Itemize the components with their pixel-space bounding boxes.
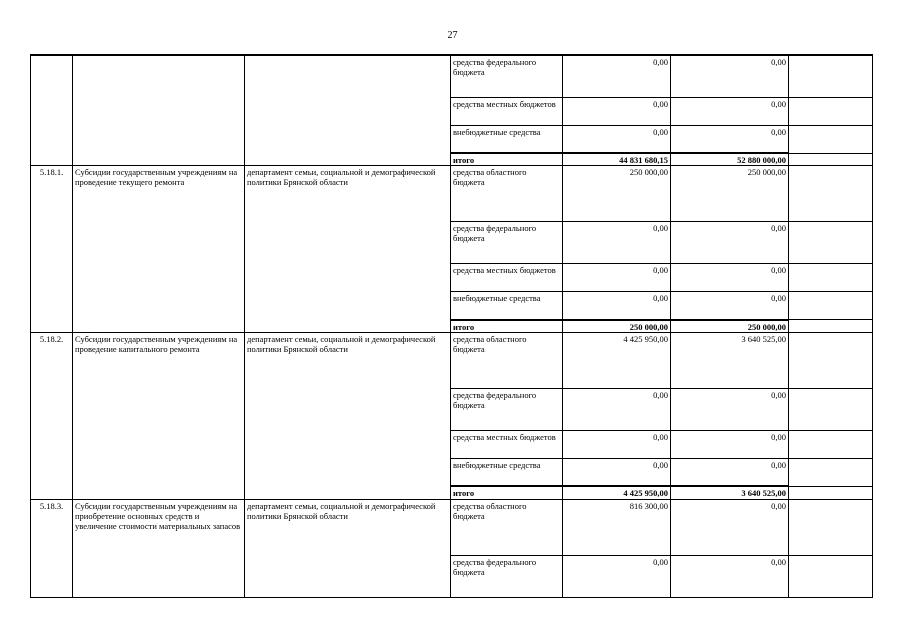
amount-cell-2: 3 640 525,00: [671, 486, 789, 499]
item-number-cell: 5.18.2.: [31, 332, 73, 499]
page-number: 27: [447, 30, 458, 41]
item-number-cell: [31, 55, 73, 166]
amount-cell-2: 0,00: [671, 499, 789, 555]
empty-cell: [789, 264, 873, 292]
amount-cell-1: 0,00: [563, 292, 671, 320]
empty-cell: [789, 55, 873, 97]
funding-source-cell: средства областного бюджета: [451, 332, 563, 388]
empty-cell: [789, 166, 873, 222]
empty-cell: [789, 555, 873, 597]
executor-cell: [245, 55, 451, 166]
empty-cell: [789, 458, 873, 486]
executor-cell: департамент семьи, социальной и демографической политики Брянской области: [245, 166, 451, 333]
funding-source-cell: внебюджетные средства: [451, 125, 563, 153]
item-number-cell: 5.18.3.: [31, 499, 73, 597]
executor-cell: департамент семьи, социальной и демографической политики Брянской области: [245, 332, 451, 499]
funding-source-cell: средства федерального бюджета: [451, 55, 563, 97]
amount-cell-1: 0,00: [563, 264, 671, 292]
amount-cell-2: 250 000,00: [671, 320, 789, 333]
amount-cell-1: 816 300,00: [563, 499, 671, 555]
funding-source-cell: средства областного бюджета: [451, 499, 563, 555]
empty-cell: [789, 499, 873, 555]
empty-cell: [789, 292, 873, 320]
executor-cell: департамент семьи, социальной и демографической политики Брянской области: [245, 499, 451, 597]
amount-cell-2: 0,00: [671, 555, 789, 597]
amount-cell-2: 0,00: [671, 97, 789, 125]
empty-cell: [789, 388, 873, 430]
funding-source-cell: внебюджетные средства: [451, 458, 563, 486]
amount-cell-1: 4 425 950,00: [563, 332, 671, 388]
funding-source-cell: средства федерального бюджета: [451, 222, 563, 264]
amount-cell-2: 0,00: [671, 125, 789, 153]
amount-cell-1: 44 831 680,15: [563, 153, 671, 166]
empty-cell: [789, 97, 873, 125]
amount-cell-2: 0,00: [671, 430, 789, 458]
funding-source-cell: средства местных бюджетов: [451, 97, 563, 125]
empty-cell: [789, 430, 873, 458]
amount-cell-1: 0,00: [563, 458, 671, 486]
amount-cell-2: 0,00: [671, 292, 789, 320]
funding-source-cell: средства местных бюджетов: [451, 264, 563, 292]
empty-cell: [789, 222, 873, 264]
item-name-cell: Субсидии государственным учреждениям на приобретение основных средств и увеличение стоимости материальных запасов: [73, 499, 245, 597]
amount-cell-2: 0,00: [671, 458, 789, 486]
amount-cell-2: 3 640 525,00: [671, 332, 789, 388]
funding-source-cell: средства местных бюджетов: [451, 430, 563, 458]
item-name-cell: [73, 55, 245, 166]
amount-cell-2: 52 880 000,00: [671, 153, 789, 166]
amount-cell-1: 0,00: [563, 430, 671, 458]
amount-cell-1: 0,00: [563, 97, 671, 125]
empty-cell: [789, 125, 873, 153]
empty-cell: [789, 320, 873, 333]
amount-cell-1: 250 000,00: [563, 166, 671, 222]
empty-cell: [789, 486, 873, 499]
table-row: [31, 499, 873, 555]
amount-cell-1: 0,00: [563, 222, 671, 264]
funding-source-cell: внебюджетные средства: [451, 292, 563, 320]
item-name-cell: Субсидии государственным учреждениям на проведение капитального ремонта: [73, 332, 245, 499]
amount-cell-1: 250 000,00: [563, 320, 671, 333]
amount-cell-1: 0,00: [563, 555, 671, 597]
table-row: [31, 166, 873, 222]
funding-source-cell: средства областного бюджета: [451, 166, 563, 222]
table-row: [31, 332, 873, 388]
funding-source-cell: средства федерального бюджета: [451, 555, 563, 597]
amount-cell-2: 0,00: [671, 264, 789, 292]
amount-cell-2: 0,00: [671, 388, 789, 430]
budget-table: [30, 54, 873, 598]
funding-source-cell: итого: [451, 320, 563, 333]
amount-cell-2: 0,00: [671, 55, 789, 97]
amount-cell-2: 0,00: [671, 222, 789, 264]
amount-cell-1: 0,00: [563, 125, 671, 153]
funding-source-cell: итого: [451, 153, 563, 166]
table-row: [31, 55, 873, 97]
funding-source-cell: средства федерального бюджета: [451, 388, 563, 430]
empty-cell: [789, 332, 873, 388]
amount-cell-1: 0,00: [563, 388, 671, 430]
item-name-cell: Субсидии государственным учреждениям на проведение текущего ремонта: [73, 166, 245, 333]
amount-cell-1: 4 425 950,00: [563, 486, 671, 499]
amount-cell-1: 0,00: [563, 55, 671, 97]
amount-cell-2: 250 000,00: [671, 166, 789, 222]
item-number-cell: 5.18.1.: [31, 166, 73, 333]
funding-source-cell: итого: [451, 486, 563, 499]
empty-cell: [789, 153, 873, 166]
